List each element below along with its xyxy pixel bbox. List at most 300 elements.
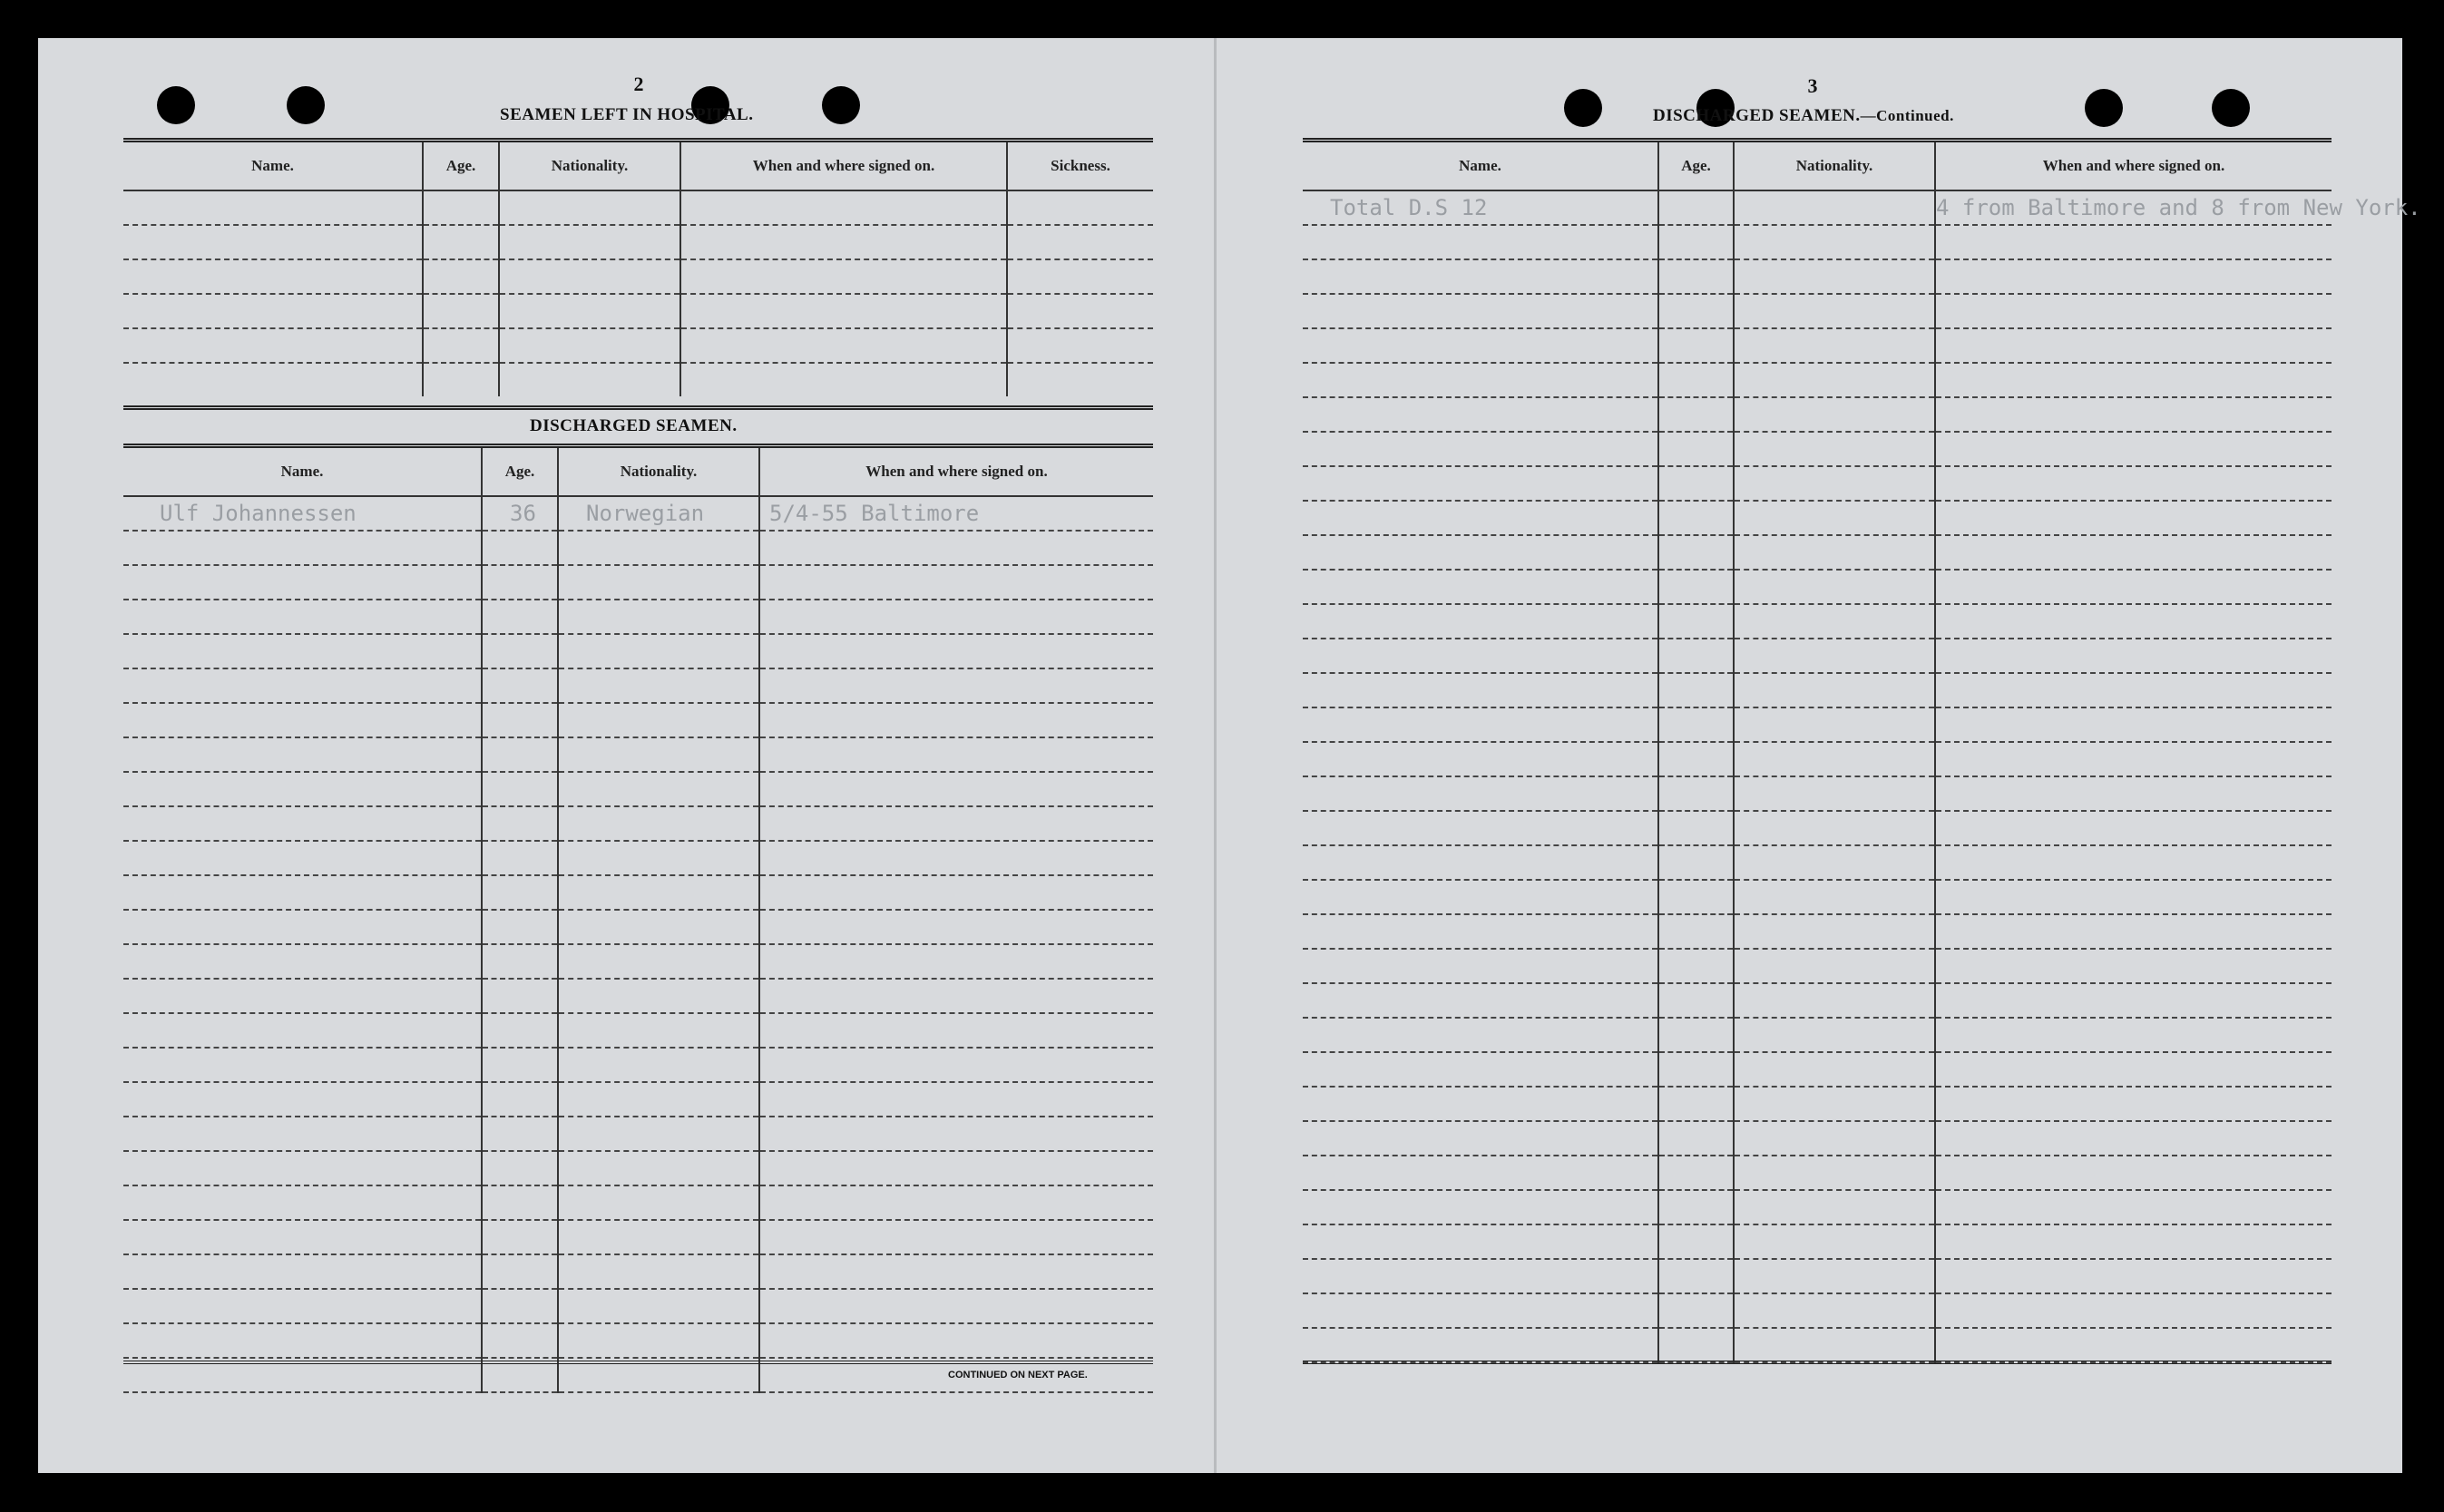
blank-cell xyxy=(1303,535,1658,570)
col-header-age: Age. xyxy=(1658,141,1734,191)
blank-cell xyxy=(1303,707,1658,742)
blank-cell xyxy=(558,944,759,979)
blank-cell xyxy=(1658,1087,1734,1121)
blank-cell xyxy=(1734,1328,1935,1362)
blank-cell xyxy=(759,634,1153,668)
blank-cell xyxy=(482,1289,558,1323)
blank-cell xyxy=(759,875,1153,910)
table-row xyxy=(1303,190,2332,225)
title-continued: —Continued. xyxy=(1860,107,1954,124)
blank-cell xyxy=(1658,639,1734,673)
continued-note: CONTINUED ON NEXT PAGE. xyxy=(948,1370,1088,1380)
punch-hole xyxy=(2212,89,2250,127)
table-row xyxy=(1303,294,2332,328)
table-row xyxy=(123,600,1153,634)
blank-cell xyxy=(759,1151,1153,1185)
blank-cell xyxy=(482,1013,558,1048)
discharged-table xyxy=(123,444,1153,1393)
blank-cell xyxy=(1303,1121,1658,1156)
discharged-section-title: DISCHARGED SEAMEN. xyxy=(530,416,738,435)
blank-cell xyxy=(1303,776,1658,811)
blank-cell xyxy=(1658,1224,1734,1259)
blank-cell xyxy=(1658,432,1734,466)
blank-cell xyxy=(1935,466,2332,501)
blank-cell xyxy=(558,737,759,772)
blank-cell xyxy=(558,910,759,944)
table-row xyxy=(123,328,1153,363)
blank-cell xyxy=(123,1117,482,1151)
blank-cell xyxy=(482,772,558,806)
table-row xyxy=(1303,432,2332,466)
blank-cell xyxy=(1734,914,1935,949)
blank-cell xyxy=(482,806,558,841)
table-row xyxy=(123,1048,1153,1082)
blank-cell xyxy=(558,1220,759,1254)
blank-cell xyxy=(482,531,558,565)
page-fold xyxy=(1214,38,1217,1473)
blank-cell xyxy=(1658,983,1734,1018)
blank-cell xyxy=(1734,811,1935,845)
blank-cell xyxy=(482,979,558,1013)
blank-cell xyxy=(123,979,482,1013)
blank-cell xyxy=(482,1323,558,1358)
col-header-age: Age. xyxy=(482,446,558,497)
table-row xyxy=(1303,1293,2332,1328)
blank-cell xyxy=(1658,811,1734,845)
blank-cell xyxy=(123,875,482,910)
blank-cell xyxy=(1303,466,1658,501)
table-row xyxy=(1303,742,2332,776)
table-row xyxy=(123,1323,1153,1358)
blank-cell xyxy=(558,1048,759,1082)
blank-cell xyxy=(1734,673,1935,707)
blank-cell xyxy=(1658,1052,1734,1087)
table-row xyxy=(1303,845,2332,880)
punch-hole xyxy=(287,86,325,124)
blank-cell xyxy=(1935,1259,2332,1293)
blank-cell xyxy=(482,1048,558,1082)
table-row xyxy=(123,496,1153,531)
blank-cell xyxy=(123,1185,482,1220)
blank-cell xyxy=(558,1254,759,1289)
blank-cell xyxy=(1734,707,1935,742)
table-row xyxy=(1303,535,2332,570)
blank-cell xyxy=(1734,501,1935,535)
blank-cell xyxy=(1658,1190,1734,1224)
table-row xyxy=(123,772,1153,806)
punch-hole xyxy=(1564,89,1602,127)
cell-name: Total D.S 12 xyxy=(1303,190,1658,225)
table-row xyxy=(123,1185,1153,1220)
blank-cell xyxy=(1935,1052,2332,1087)
blank-cell xyxy=(1935,535,2332,570)
table-row xyxy=(1303,328,2332,363)
blank-cell xyxy=(482,1185,558,1220)
page-number: 3 xyxy=(1807,74,1818,97)
blank-cell xyxy=(1303,673,1658,707)
blank-cell xyxy=(1658,1259,1734,1293)
table-row xyxy=(1303,707,2332,742)
table-row xyxy=(123,737,1153,772)
blank-cell xyxy=(123,841,482,875)
blank-cell xyxy=(1935,1156,2332,1190)
blank-cell xyxy=(123,531,482,565)
blank-cell xyxy=(123,1220,482,1254)
table-row xyxy=(1303,811,2332,845)
blank-cell xyxy=(1658,604,1734,639)
blank-cell xyxy=(123,634,482,668)
blank-cell xyxy=(1734,1293,1935,1328)
blank-cell xyxy=(759,703,1153,737)
blank-cell xyxy=(1935,1328,2332,1362)
blank-cell xyxy=(558,600,759,634)
blank-cell xyxy=(1303,225,1658,259)
discharged-continued-table xyxy=(1303,138,2421,1363)
blank-cell xyxy=(1658,1121,1734,1156)
blank-cell xyxy=(1658,259,1734,294)
table-row xyxy=(123,565,1153,600)
blank-cell xyxy=(1734,397,1935,432)
blank-cell xyxy=(1734,1156,1935,1190)
blank-cell xyxy=(759,1048,1153,1082)
blank-cell xyxy=(123,910,482,944)
blank-cell xyxy=(558,565,759,600)
blank-cell xyxy=(1303,501,1658,535)
cell-nationality: Norwegian xyxy=(558,496,759,531)
blank-cell xyxy=(1935,501,2332,535)
blank-cell xyxy=(558,703,759,737)
blank-cell xyxy=(1303,363,1658,397)
blank-cell xyxy=(482,910,558,944)
blank-cell xyxy=(1658,397,1734,432)
blank-cell xyxy=(123,1323,482,1358)
blank-cell xyxy=(123,944,482,979)
blank-cell xyxy=(1935,570,2332,604)
blank-cell xyxy=(1658,949,1734,983)
blank-cell xyxy=(1658,570,1734,604)
blank-cell xyxy=(558,1151,759,1185)
blank-cell xyxy=(1734,225,1935,259)
blank-cell xyxy=(1303,1156,1658,1190)
blank-cell xyxy=(123,806,482,841)
blank-cell xyxy=(1303,397,1658,432)
blank-cell xyxy=(1303,1259,1658,1293)
blank-cell xyxy=(123,565,482,600)
blank-cell xyxy=(759,1013,1153,1048)
blank-cell xyxy=(1734,983,1935,1018)
blank-cell xyxy=(558,772,759,806)
blank-cell xyxy=(1935,845,2332,880)
blank-cell xyxy=(1303,1328,1658,1362)
blank-cell xyxy=(1935,1018,2332,1052)
blank-cell xyxy=(558,1013,759,1048)
blank-cell xyxy=(1303,1018,1658,1052)
blank-cell xyxy=(558,1117,759,1151)
blank-cell xyxy=(1303,294,1658,328)
blank-cell xyxy=(1303,1224,1658,1259)
blank-cell xyxy=(1734,1121,1935,1156)
blank-cell xyxy=(123,600,482,634)
table-row xyxy=(123,363,1153,396)
cell-nationality xyxy=(1734,190,1935,225)
blank-cell xyxy=(1935,1190,2332,1224)
table-row xyxy=(1303,983,2332,1018)
blank-cell xyxy=(759,1082,1153,1117)
hospital-section-title: SEAMEN LEFT IN HOSPITAL. xyxy=(500,105,754,124)
table-row xyxy=(1303,1224,2332,1259)
blank-cell xyxy=(482,634,558,668)
table-row xyxy=(1303,1190,2332,1224)
table-row xyxy=(123,1289,1153,1323)
blank-cell xyxy=(1734,570,1935,604)
table-row xyxy=(123,1082,1153,1117)
table-row xyxy=(123,979,1153,1013)
blank-cell xyxy=(1935,1087,2332,1121)
blank-cell xyxy=(558,1289,759,1323)
blank-cell xyxy=(1734,1224,1935,1259)
blank-cell xyxy=(1935,914,2332,949)
table-row xyxy=(123,1013,1153,1048)
blank-cell xyxy=(1734,432,1935,466)
blank-cell xyxy=(482,737,558,772)
col-header-nationality: Nationality. xyxy=(499,141,680,191)
blank-cell xyxy=(1935,294,2332,328)
col-header-signed-on: When and where signed on. xyxy=(759,446,1153,497)
blank-cell xyxy=(482,1254,558,1289)
blank-cell xyxy=(1935,328,2332,363)
blank-cell xyxy=(1935,397,2332,432)
col-header-nationality: Nationality. xyxy=(558,446,759,497)
blank-cell xyxy=(1734,328,1935,363)
blank-cell xyxy=(759,1289,1153,1323)
blank-cell xyxy=(759,565,1153,600)
blank-cell xyxy=(1935,1121,2332,1156)
blank-cell xyxy=(558,979,759,1013)
table-row xyxy=(123,910,1153,944)
table-row xyxy=(1303,259,2332,294)
table-row xyxy=(123,531,1153,565)
blank-cell xyxy=(1734,1087,1935,1121)
table-bottom-rule xyxy=(1303,1361,2332,1364)
blank-cell xyxy=(1303,1087,1658,1121)
blank-cell xyxy=(482,565,558,600)
blank-cell xyxy=(1935,673,2332,707)
blank-cell xyxy=(1658,1018,1734,1052)
blank-cell xyxy=(1935,1224,2332,1259)
blank-cell xyxy=(1303,845,1658,880)
blank-cell xyxy=(1658,1328,1734,1362)
blank-cell xyxy=(558,531,759,565)
blank-cell xyxy=(1935,707,2332,742)
blank-cell xyxy=(1935,949,2332,983)
punch-hole xyxy=(157,86,195,124)
blank-cell xyxy=(1303,1293,1658,1328)
blank-cell xyxy=(1935,604,2332,639)
blank-cell xyxy=(1734,604,1935,639)
table-row xyxy=(1303,639,2332,673)
blank-cell xyxy=(1658,535,1734,570)
blank-cell xyxy=(759,772,1153,806)
blank-cell xyxy=(1935,983,2332,1018)
table-row xyxy=(1303,949,2332,983)
blank-cell xyxy=(1303,1052,1658,1087)
blank-cell xyxy=(1935,742,2332,776)
blank-cell xyxy=(759,531,1153,565)
blank-cell xyxy=(759,1254,1153,1289)
blank-cell xyxy=(1734,845,1935,880)
table-row xyxy=(123,1254,1153,1289)
blank-cell xyxy=(1303,742,1658,776)
blank-cell xyxy=(123,772,482,806)
blank-cell xyxy=(1734,1018,1935,1052)
table-row xyxy=(1303,397,2332,432)
blank-cell xyxy=(558,841,759,875)
blank-cell xyxy=(1658,845,1734,880)
blank-cell xyxy=(123,703,482,737)
table-row xyxy=(123,841,1153,875)
blank-cell xyxy=(482,668,558,703)
blank-cell xyxy=(1935,225,2332,259)
blank-cell xyxy=(558,1185,759,1220)
blank-cell xyxy=(482,1082,558,1117)
table-row xyxy=(1303,466,2332,501)
blank-cell xyxy=(1935,1293,2332,1328)
blank-cell xyxy=(1734,535,1935,570)
blank-cell xyxy=(482,600,558,634)
col-header-name: Name. xyxy=(123,141,423,191)
blank-cell xyxy=(1303,604,1658,639)
blank-cell xyxy=(1734,949,1935,983)
blank-cell xyxy=(759,910,1153,944)
table-row xyxy=(1303,1121,2332,1156)
table-row xyxy=(1303,1328,2332,1362)
blank-cell xyxy=(1303,432,1658,466)
blank-cell xyxy=(1734,294,1935,328)
table-row xyxy=(1303,1087,2332,1121)
blank-cell xyxy=(482,1117,558,1151)
table-row xyxy=(123,806,1153,841)
cell-name: Ulf Johannessen xyxy=(123,496,482,531)
blank-cell xyxy=(1935,432,2332,466)
page-number: 2 xyxy=(633,73,644,95)
table-row xyxy=(1303,776,2332,811)
blank-cell xyxy=(1658,466,1734,501)
cell-signed-on: 4 from Baltimore and 8 from New York. xyxy=(1935,190,2332,225)
section-divider xyxy=(123,405,1153,410)
blank-cell xyxy=(759,668,1153,703)
table-row xyxy=(1303,363,2332,397)
blank-cell xyxy=(759,737,1153,772)
blank-cell xyxy=(1734,466,1935,501)
blank-cell xyxy=(759,1323,1153,1358)
blank-cell xyxy=(759,600,1153,634)
cell-age: 36 xyxy=(482,496,558,531)
blank-cell xyxy=(1734,639,1935,673)
table-row xyxy=(1303,673,2332,707)
blank-cell xyxy=(558,1323,759,1358)
table-row xyxy=(1303,1018,2332,1052)
blank-cell xyxy=(1303,328,1658,363)
blank-cell xyxy=(759,1117,1153,1151)
blank-cell xyxy=(123,1013,482,1048)
blank-cell xyxy=(482,875,558,910)
blank-cell xyxy=(1658,294,1734,328)
blank-cell xyxy=(482,1151,558,1185)
blank-cell xyxy=(1734,1190,1935,1224)
table-row xyxy=(1303,501,2332,535)
blank-cell xyxy=(1658,1293,1734,1328)
blank-cell xyxy=(1303,259,1658,294)
punch-hole xyxy=(822,86,860,124)
table-row xyxy=(123,944,1153,979)
blank-cell xyxy=(1734,1052,1935,1087)
table-row xyxy=(1303,604,2332,639)
blank-cell xyxy=(1734,742,1935,776)
blank-cell xyxy=(1658,673,1734,707)
blank-cell xyxy=(759,1185,1153,1220)
table-row xyxy=(123,190,1153,225)
table-row xyxy=(1303,1259,2332,1293)
blank-cell xyxy=(1935,811,2332,845)
cell-age xyxy=(1658,190,1734,225)
table-row xyxy=(123,703,1153,737)
blank-cell xyxy=(482,703,558,737)
table-row xyxy=(1303,1156,2332,1190)
blank-cell xyxy=(1658,776,1734,811)
blank-cell xyxy=(1734,776,1935,811)
blank-cell xyxy=(558,668,759,703)
blank-cell xyxy=(1303,1190,1658,1224)
table-row xyxy=(123,1151,1153,1185)
blank-cell xyxy=(123,668,482,703)
blank-cell xyxy=(1658,707,1734,742)
blank-cell xyxy=(123,1048,482,1082)
blank-cell xyxy=(1734,1259,1935,1293)
col-header-nationality: Nationality. xyxy=(1734,141,1935,191)
blank-cell xyxy=(1935,363,2332,397)
table-row xyxy=(1303,914,2332,949)
blank-cell xyxy=(1734,363,1935,397)
table-row xyxy=(123,1117,1153,1151)
blank-cell xyxy=(1303,880,1658,914)
table-bottom-rule xyxy=(123,1361,1153,1364)
blank-cell xyxy=(1658,225,1734,259)
blank-cell xyxy=(1935,880,2332,914)
table-row xyxy=(1303,225,2332,259)
blank-cell xyxy=(123,1289,482,1323)
col-header-age: Age. xyxy=(423,141,499,191)
blank-cell xyxy=(1658,328,1734,363)
blank-cell xyxy=(1658,914,1734,949)
col-header-signed-on: When and where signed on. xyxy=(680,141,1007,191)
table-row xyxy=(123,875,1153,910)
blank-cell xyxy=(1935,259,2332,294)
right-section-title xyxy=(1653,106,1954,126)
blank-cell xyxy=(123,1151,482,1185)
blank-cell xyxy=(1935,639,2332,673)
cell-signed-on: 5/4-55 Baltimore xyxy=(759,496,1153,531)
blank-cell xyxy=(1303,639,1658,673)
blank-cell xyxy=(1658,880,1734,914)
blank-cell xyxy=(1303,983,1658,1018)
blank-cell xyxy=(759,841,1153,875)
blank-cell xyxy=(482,841,558,875)
blank-cell xyxy=(1734,880,1935,914)
table-row xyxy=(123,1220,1153,1254)
blank-cell xyxy=(1935,776,2332,811)
punch-hole xyxy=(2085,89,2123,127)
blank-cell xyxy=(482,944,558,979)
